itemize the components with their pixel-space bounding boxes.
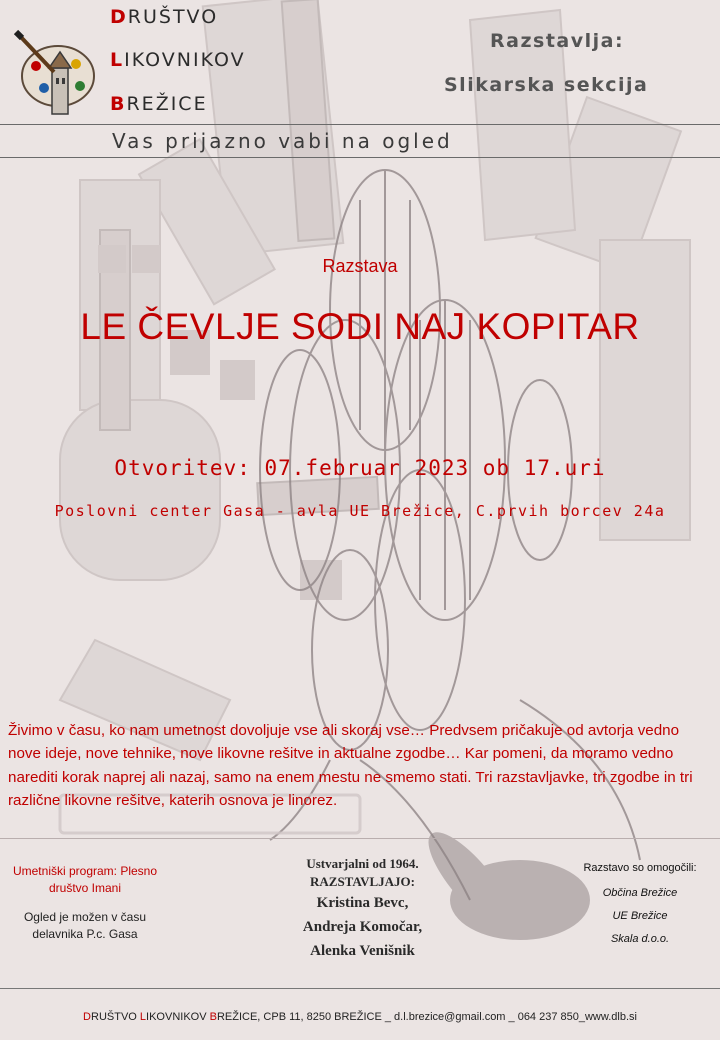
- footer-contact-details: , CPB 11, 8250 BREŽICE _ d.l.brezice@gmail.com _ 064 237 850_www.dlb.si: [257, 1011, 637, 1023]
- artist-name: Andreja Komočar,: [302, 919, 423, 935]
- society-logo: [14, 28, 102, 118]
- org-name-line-2: LIKOVNIKOV: [110, 49, 246, 71]
- org-name-line-3: BREŽICE: [110, 93, 208, 115]
- exhibitors-label: RAZSTAVLJAJO:: [310, 874, 415, 889]
- invitation-line: Vas prijazno vabi na ogled: [112, 129, 453, 153]
- opening-datetime: Otvoritev: 07.februar 2023 ob 17.uri: [114, 456, 606, 480]
- sponsor-item: Občina Brežice: [602, 887, 678, 899]
- artist-name: Kristina Bevc,: [316, 895, 409, 911]
- header-divider-top: [0, 124, 720, 125]
- founded-text: Ustvarjalni od 1964.: [306, 856, 419, 871]
- footer-contact: DRUŠTVO LIKOVNIKOV BREŽICE, CPB 11, 8250 BREŽICE _ d.l.brezice@gmail.com _ 064 237 850_www.dlb.si: [83, 1011, 637, 1023]
- footer-divider: [0, 988, 720, 989]
- visiting-hours-text: Ogled je možen v času delavnika P.c. Gasa: [23, 910, 147, 941]
- exhibitors-block: [250, 855, 475, 963]
- exhibits-label: Razstavlja:: [490, 30, 625, 52]
- exhibition-kicker: Razstava: [322, 256, 398, 276]
- artist-name: Alenka Venišnik: [310, 943, 415, 959]
- section-name: Slikarska sekcija: [444, 74, 649, 96]
- org-name-line-1: DRUŠTVO: [110, 6, 219, 28]
- sponsor-item: Skala d.o.o.: [610, 933, 670, 945]
- header-divider-bottom: [0, 157, 720, 158]
- section-divider: [0, 838, 720, 839]
- sponsors-heading: Razstavo so omogočili:: [583, 862, 697, 874]
- intro-paragraph: Živimo v času, ko nam umetnost dovoljuje vse ali skoraj vse… Predvsem pričakuje od avtorja vedno nove ideje, nove tehnike, nove likovne rešitve in aktualne zgodbe… Kar pomeni, da moramo vedno narediti korak naprej ali nazaj, samo na enem mestu ne smemo stati. Tri razstavljavke, tri zgodbe in tri različne likovne rešitve, katerih osnova je linorez.: [8, 722, 693, 809]
- sponsors-block: [560, 862, 720, 951]
- venue-address: Poslovni center Gasa - avla UE Brežice, C.prvih borcev 24a: [54, 502, 666, 520]
- program-info: [0, 863, 170, 943]
- art-program-text: Umetniški program: Plesno društvo Imani: [12, 864, 158, 895]
- sponsor-item: UE Brežice: [612, 910, 668, 922]
- exhibition-title: LE ČEVLJE SODI NAJ KOPITAR: [80, 306, 640, 347]
